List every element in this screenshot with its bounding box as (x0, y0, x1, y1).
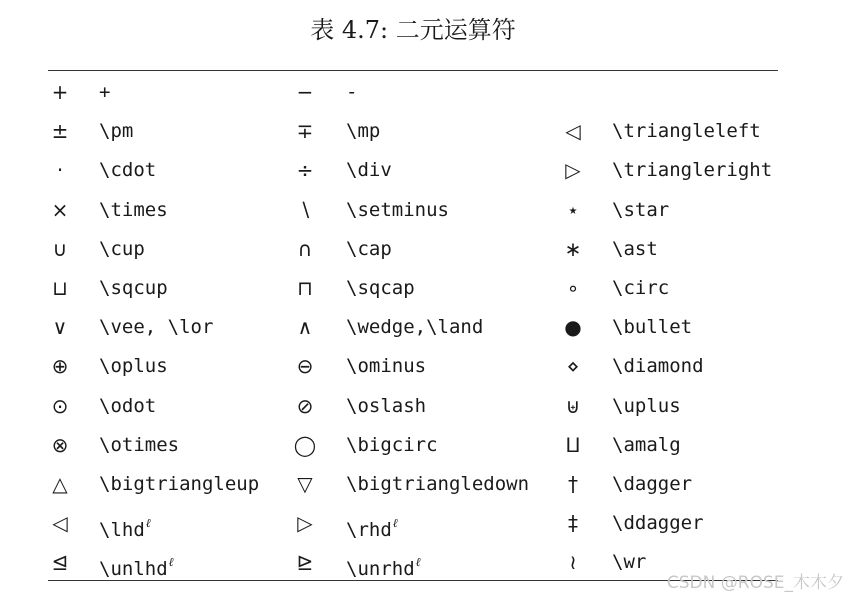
latex-command (99, 543, 174, 582)
latex-command-text: \oslash (346, 394, 427, 417)
latex-command (612, 230, 658, 269)
table-row (0, 387, 858, 426)
latex-command (99, 308, 213, 347)
latex-command-text: \otimes (99, 433, 180, 456)
latex-command (99, 112, 133, 151)
operator-symbol: ▷ (297, 511, 313, 536)
latex-command (346, 230, 392, 269)
table-row (0, 504, 858, 543)
table-row (0, 191, 858, 230)
operator-symbol: × (51, 197, 69, 222)
latex-command-text: \dagger (612, 473, 693, 495)
operator-symbol: ≀ (569, 550, 577, 575)
latex-command (346, 543, 421, 582)
latex-command-text: \oplus (99, 355, 168, 378)
latex-command-text: \pm (99, 120, 134, 143)
latex-command-text: \ominus (346, 355, 427, 378)
latex-command (99, 465, 259, 504)
operator-symbol: ⊙ (51, 393, 69, 418)
operator-symbol: ▽ (297, 472, 313, 496)
operator-symbol: ∧ (297, 315, 313, 340)
latex-command-text: - (346, 81, 358, 103)
latex-command-text: \setminus (346, 198, 449, 221)
latex-command-text: \triangleleft (612, 120, 761, 143)
latex-command-text: \cdot (99, 159, 157, 182)
operator-symbol: ⊖ (296, 354, 314, 379)
operator-symbol: ▷ (565, 158, 581, 183)
table-row (0, 465, 858, 504)
operator-symbol: ⊗ (51, 432, 69, 457)
operator-symbol: ⊎ (565, 393, 581, 418)
latex-command (346, 426, 438, 465)
operator-symbol: ⋆ (566, 197, 580, 222)
latex-command-text: + (99, 81, 111, 103)
latex-command-text: \unlhd (99, 558, 168, 581)
operator-symbol: ⊘ (296, 393, 314, 418)
operator-symbol: ⊕ (51, 354, 69, 379)
latex-command (99, 73, 110, 112)
table-row (0, 426, 858, 465)
latex-command (346, 465, 529, 504)
latex-command-text: \uplus (612, 394, 681, 417)
operator-symbol: ⊓ (297, 276, 313, 300)
operator-symbol: ◯ (293, 432, 317, 457)
latex-command (346, 191, 449, 230)
latex-command (99, 230, 145, 269)
latex-command-text: \wr (612, 551, 647, 574)
table-caption: 表 4.7: 二元运算符 (310, 16, 516, 44)
footnote-marker: ℓ (392, 516, 398, 531)
latex-command (346, 73, 357, 112)
table-row (0, 112, 858, 151)
latex-command (346, 504, 398, 543)
latex-command (346, 269, 415, 308)
operator-symbol: + (51, 80, 69, 104)
latex-command (99, 269, 168, 308)
latex-command (99, 426, 179, 465)
latex-command-text: \diamond (612, 355, 704, 378)
footnote-marker: ℓ (145, 516, 151, 531)
operator-symbol: − (296, 80, 314, 104)
latex-command (612, 426, 681, 465)
latex-command (99, 387, 156, 426)
operator-symbol: ◁ (565, 119, 581, 144)
latex-command (612, 308, 692, 347)
latex-command-text: \ddagger (612, 512, 704, 535)
latex-command (612, 112, 761, 151)
latex-command (612, 191, 669, 230)
latex-command-text: \odot (99, 394, 157, 417)
latex-command-text: \rhd (346, 519, 392, 542)
table-top-rule (48, 70, 778, 71)
latex-command-text: \amalg (612, 433, 681, 456)
latex-command (612, 269, 669, 308)
table-row (0, 347, 858, 386)
latex-command-text: \div (346, 159, 392, 182)
latex-command (346, 112, 380, 151)
latex-command (99, 347, 168, 386)
table-row (0, 269, 858, 308)
latex-command (346, 308, 483, 347)
footnote-marker: ℓ (415, 555, 421, 570)
latex-command (99, 151, 156, 190)
footnote-marker: ℓ (168, 555, 174, 570)
operator-symbol: ∨ (52, 315, 68, 340)
operator-symbol: ⨿ (565, 432, 581, 457)
operator-symbol: ● (564, 315, 582, 340)
table-row (0, 308, 858, 347)
latex-command (346, 151, 392, 190)
operator-symbol: † (568, 472, 578, 496)
latex-command (612, 151, 772, 190)
latex-command (612, 465, 692, 504)
operator-symbol: ∩ (297, 236, 313, 261)
latex-command-text: \lhd (99, 519, 145, 542)
operator-symbol: ∪ (52, 236, 68, 261)
latex-command-text: \bullet (612, 316, 693, 339)
operator-symbol: ⋄ (566, 354, 580, 379)
latex-command-text: \triangleright (612, 159, 773, 182)
latex-command-text: \vee, \lor (99, 316, 214, 339)
latex-command-text: \wedge,\land (346, 316, 484, 339)
latex-command (612, 504, 704, 543)
operator-symbol: ⊔ (52, 276, 68, 300)
latex-command-text: \bigcirc (346, 433, 438, 456)
latex-command-text: \bigtriangledown (346, 473, 530, 495)
latex-command-text: \times (99, 198, 168, 221)
operator-symbol: ÷ (296, 158, 314, 183)
latex-command-text: \mp (346, 120, 381, 143)
table-row (0, 230, 858, 269)
latex-command (612, 543, 646, 582)
table-row (0, 151, 858, 190)
operator-symbol: ± (51, 119, 69, 144)
latex-command-text: \cap (346, 237, 392, 260)
latex-command-text: \sqcup (99, 277, 168, 299)
operator-symbol (559, 73, 587, 112)
operator-symbol: ⊵ (296, 550, 314, 575)
latex-command-text: \unrhd (346, 558, 415, 581)
operator-symbol: ⊴ (51, 550, 69, 575)
latex-command-text: \sqcap (346, 277, 415, 299)
operator-symbol: · (56, 158, 64, 183)
operator-symbol: ◁ (52, 511, 68, 536)
latex-command (346, 347, 426, 386)
latex-command-text: \cup (99, 237, 145, 260)
latex-command-text: \circ (612, 277, 670, 299)
latex-command (99, 504, 151, 543)
latex-command (99, 191, 168, 230)
operator-symbol: ∓ (296, 119, 314, 144)
table-row (0, 73, 858, 112)
latex-command-text: \ast (612, 237, 658, 260)
operator-symbol: ‡ (568, 511, 578, 536)
operator-symbol: ∖ (298, 197, 312, 222)
operator-symbol: ∘ (566, 276, 580, 300)
operator-symbol: △ (52, 472, 68, 496)
latex-command-text: \bigtriangleup (99, 473, 260, 495)
latex-command-text: \star (612, 198, 670, 221)
latex-command (346, 387, 426, 426)
operator-symbol: ∗ (564, 236, 582, 261)
latex-command (612, 347, 704, 386)
latex-command (612, 387, 681, 426)
watermark: CSDN @ROSE_木木夕 (666, 573, 844, 593)
